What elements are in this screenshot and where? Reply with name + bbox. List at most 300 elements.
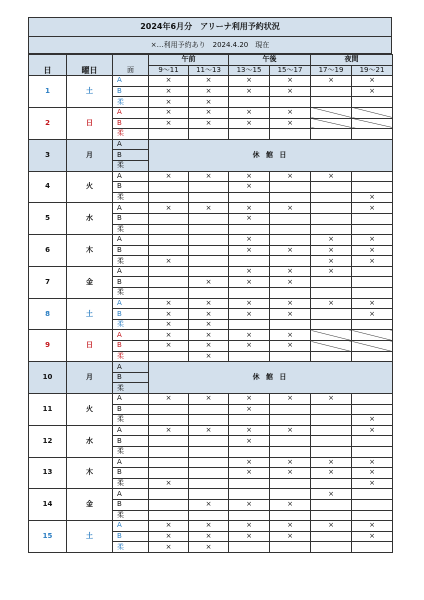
header-row-slots [29, 65, 393, 76]
area-label: B [113, 277, 149, 288]
reserved-mark: × [229, 203, 270, 214]
reserved-mark: × [270, 499, 311, 510]
empty-slot [149, 266, 189, 277]
area-label: A [113, 394, 149, 405]
reserved-mark: × [229, 499, 270, 510]
reserved-mark: × [149, 341, 189, 352]
empty-slot [311, 213, 352, 224]
reserved-mark: × [149, 531, 189, 542]
empty-slot [149, 129, 189, 140]
empty-slot [229, 288, 270, 299]
empty-slot [311, 192, 352, 203]
reserved-mark: × [149, 425, 189, 436]
empty-slot [189, 245, 229, 256]
day-number: 9 [29, 330, 67, 362]
reserved-mark: × [229, 171, 270, 182]
empty-slot [189, 129, 229, 140]
empty-slot [270, 415, 311, 426]
reserved-mark: × [229, 235, 270, 246]
empty-slot [352, 436, 393, 447]
empty-slot [311, 415, 352, 426]
empty-slot [149, 192, 189, 203]
empty-slot [270, 235, 311, 246]
reserved-mark: × [149, 394, 189, 405]
day-number: 6 [29, 235, 67, 267]
reserved-mark: × [311, 468, 352, 479]
day-number: 7 [29, 266, 67, 298]
day-number: 1 [29, 76, 67, 108]
reserved-mark: × [270, 341, 311, 352]
period-morning: 午前 [149, 55, 229, 66]
reserved-mark: × [311, 76, 352, 87]
empty-slot [270, 510, 311, 521]
empty-slot [189, 404, 229, 415]
empty-slot [189, 446, 229, 457]
empty-slot [149, 182, 189, 193]
reserved-mark: × [149, 203, 189, 214]
header-row-periods [29, 55, 393, 66]
reservation-body [29, 76, 393, 553]
page-subtitle: ×…利用予約あり 2024.4.20 現在 [29, 36, 391, 53]
area-label: 柔 [113, 542, 149, 553]
empty-slot [189, 288, 229, 299]
reserved-mark: × [352, 521, 393, 532]
empty-slot [149, 446, 189, 457]
day-number: 14 [29, 489, 67, 521]
table-row [29, 457, 393, 468]
reserved-mark: × [270, 330, 311, 341]
weekday: 土 [67, 521, 113, 553]
empty-slot [270, 446, 311, 457]
unavailable-slot [311, 330, 352, 341]
area-label: A [113, 457, 149, 468]
table-row [29, 394, 393, 405]
reserved-mark: × [352, 531, 393, 542]
table-row [29, 521, 393, 532]
empty-slot [229, 192, 270, 203]
table-row [29, 489, 393, 500]
empty-slot [149, 277, 189, 288]
empty-slot [189, 256, 229, 267]
area-label: 柔 [113, 129, 149, 140]
header-weekday: 曜日 [67, 65, 113, 76]
day-number: 8 [29, 298, 67, 330]
reserved-mark: × [352, 256, 393, 267]
empty-slot [149, 224, 189, 235]
reserved-mark: × [352, 203, 393, 214]
empty-slot [229, 224, 270, 235]
empty-slot [149, 499, 189, 510]
empty-slot [270, 192, 311, 203]
empty-slot [311, 129, 352, 140]
reserved-mark: × [229, 107, 270, 118]
day-number: 11 [29, 394, 67, 426]
area-label: B [113, 436, 149, 447]
empty-slot [189, 489, 229, 500]
reserved-mark: × [229, 245, 270, 256]
empty-slot [189, 510, 229, 521]
empty-slot [311, 97, 352, 108]
empty-slot [311, 510, 352, 521]
table-row [29, 266, 393, 277]
reserved-mark: × [270, 171, 311, 182]
empty-slot [311, 182, 352, 193]
header-area: 面 [113, 65, 149, 76]
area-label: 柔 [113, 319, 149, 330]
empty-slot [311, 531, 352, 542]
reserved-mark: × [311, 489, 352, 500]
reserved-mark: × [352, 235, 393, 246]
weekday: 土 [67, 298, 113, 330]
area-label: 柔 [113, 224, 149, 235]
reserved-mark: × [149, 521, 189, 532]
empty-slot [189, 478, 229, 489]
table-row [29, 425, 393, 436]
reserved-mark: × [149, 309, 189, 320]
area-label: A [113, 298, 149, 309]
empty-slot [352, 182, 393, 193]
empty-slot [270, 489, 311, 500]
reserved-mark: × [352, 415, 393, 426]
reserved-mark: × [229, 457, 270, 468]
empty-slot [352, 499, 393, 510]
area-label: A [113, 266, 149, 277]
empty-slot [189, 436, 229, 447]
empty-slot [270, 319, 311, 330]
empty-slot [311, 446, 352, 457]
reserved-mark: × [311, 457, 352, 468]
weekday: 金 [67, 266, 113, 298]
empty-slot [149, 351, 189, 362]
reservation-table [28, 54, 393, 553]
reserved-mark: × [149, 256, 189, 267]
reserved-mark: × [352, 425, 393, 436]
period-afternoon: 午後 [229, 55, 311, 66]
reserved-mark: × [229, 266, 270, 277]
page-title: 2024年6月分 アリーナ利用予約状況 [29, 18, 391, 36]
reserved-mark: × [149, 118, 189, 129]
weekday: 月 [67, 362, 113, 394]
empty-slot [311, 425, 352, 436]
reserved-mark: × [189, 76, 229, 87]
area-label: A [113, 362, 149, 373]
empty-slot [149, 288, 189, 299]
table-row [29, 76, 393, 87]
empty-slot [229, 542, 270, 553]
empty-slot [229, 351, 270, 362]
area-label: A [113, 107, 149, 118]
empty-slot [189, 192, 229, 203]
area-label: A [113, 330, 149, 341]
reserved-mark: × [229, 404, 270, 415]
empty-slot [189, 224, 229, 235]
empty-slot [270, 478, 311, 489]
empty-slot [311, 478, 352, 489]
area-label: A [113, 203, 149, 214]
table-row [29, 203, 393, 214]
weekday: 水 [67, 425, 113, 457]
table-row [29, 330, 393, 341]
reserved-mark: × [229, 330, 270, 341]
reserved-mark: × [189, 531, 229, 542]
reserved-mark: × [149, 171, 189, 182]
empty-slot [149, 245, 189, 256]
area-label: B [113, 150, 149, 161]
reserved-mark: × [189, 521, 229, 532]
area-label: B [113, 309, 149, 320]
weekday: 火 [67, 394, 113, 426]
reserved-mark: × [189, 171, 229, 182]
reserved-mark: × [270, 277, 311, 288]
table-row [29, 298, 393, 309]
weekday: 水 [67, 203, 113, 235]
reserved-mark: × [189, 277, 229, 288]
area-label: 柔 [113, 478, 149, 489]
empty-slot [352, 97, 393, 108]
reserved-mark: × [311, 245, 352, 256]
reserved-mark: × [352, 76, 393, 87]
empty-slot [311, 542, 352, 553]
empty-slot [352, 277, 393, 288]
reserved-mark: × [311, 394, 352, 405]
slot-header: 15～17 [270, 65, 311, 76]
reserved-mark: × [270, 298, 311, 309]
empty-slot [352, 288, 393, 299]
empty-slot [149, 468, 189, 479]
empty-slot [229, 319, 270, 330]
empty-slot [229, 478, 270, 489]
table-row [29, 171, 393, 182]
empty-slot [352, 266, 393, 277]
reserved-mark: × [229, 425, 270, 436]
reserved-mark: × [189, 118, 229, 129]
reserved-mark: × [149, 107, 189, 118]
empty-slot [270, 351, 311, 362]
reserved-mark: × [189, 394, 229, 405]
day-number: 5 [29, 203, 67, 235]
empty-slot [311, 224, 352, 235]
closed-day-label: 休 館 日 [149, 362, 393, 394]
area-label: A [113, 235, 149, 246]
empty-slot [149, 404, 189, 415]
table-row [29, 139, 393, 150]
area-label: 柔 [113, 97, 149, 108]
reserved-mark: × [311, 235, 352, 246]
empty-slot [189, 266, 229, 277]
slot-header: 17～19 [311, 65, 352, 76]
reserved-mark: × [149, 298, 189, 309]
empty-slot [311, 277, 352, 288]
reserved-mark: × [189, 425, 229, 436]
empty-slot [149, 213, 189, 224]
reserved-mark: × [311, 521, 352, 532]
empty-slot [149, 457, 189, 468]
closed-day-label: 休 館 日 [149, 139, 393, 171]
empty-slot [352, 213, 393, 224]
empty-slot [352, 224, 393, 235]
reserved-mark: × [311, 298, 352, 309]
reserved-mark: × [311, 256, 352, 267]
reserved-mark: × [270, 266, 311, 277]
header-day: 日 [29, 65, 67, 76]
area-label: A [113, 489, 149, 500]
reserved-mark: × [149, 76, 189, 87]
unavailable-slot [311, 118, 352, 129]
empty-slot [352, 446, 393, 457]
area-label: 柔 [113, 256, 149, 267]
reserved-mark: × [189, 319, 229, 330]
empty-slot [229, 510, 270, 521]
unavailable-slot [352, 118, 393, 129]
area-label: B [113, 468, 149, 479]
unavailable-slot [352, 341, 393, 352]
area-label: 柔 [113, 351, 149, 362]
day-number: 12 [29, 425, 67, 457]
slot-header: 13～15 [229, 65, 270, 76]
empty-slot [311, 319, 352, 330]
reserved-mark: × [189, 97, 229, 108]
reserved-mark: × [352, 192, 393, 203]
reserved-mark: × [270, 309, 311, 320]
area-label: B [113, 213, 149, 224]
reserved-mark: × [149, 542, 189, 553]
empty-slot [352, 489, 393, 500]
reserved-mark: × [352, 298, 393, 309]
area-label: B [113, 245, 149, 256]
weekday: 日 [67, 330, 113, 362]
reserved-mark: × [189, 542, 229, 553]
empty-slot [270, 436, 311, 447]
area-label: A [113, 425, 149, 436]
empty-slot [270, 129, 311, 140]
empty-slot [229, 129, 270, 140]
empty-slot [270, 542, 311, 553]
period-night: 夜間 [311, 55, 393, 66]
empty-slot [311, 86, 352, 97]
reserved-mark: × [270, 457, 311, 468]
reserved-mark: × [352, 478, 393, 489]
empty-slot [270, 97, 311, 108]
empty-slot [352, 351, 393, 362]
reserved-mark: × [229, 277, 270, 288]
reserved-mark: × [229, 341, 270, 352]
unavailable-slot [311, 107, 352, 118]
empty-slot [270, 213, 311, 224]
reserved-mark: × [270, 76, 311, 87]
empty-slot [149, 235, 189, 246]
area-label: 柔 [113, 446, 149, 457]
weekday: 月 [67, 139, 113, 171]
empty-slot [352, 129, 393, 140]
empty-slot [270, 288, 311, 299]
empty-slot [270, 224, 311, 235]
reserved-mark: × [189, 351, 229, 362]
area-label: A [113, 521, 149, 532]
area-label: B [113, 531, 149, 542]
empty-slot [270, 182, 311, 193]
area-label: 柔 [113, 160, 149, 171]
reserved-mark: × [352, 245, 393, 256]
weekday: 木 [67, 235, 113, 267]
reservation-sheet [28, 17, 392, 553]
title-box [28, 17, 392, 54]
empty-slot [311, 404, 352, 415]
area-label: B [113, 118, 149, 129]
slot-header: 19～21 [352, 65, 393, 76]
area-label: B [113, 341, 149, 352]
empty-slot [189, 468, 229, 479]
empty-slot [352, 319, 393, 330]
reserved-mark: × [229, 86, 270, 97]
day-number: 2 [29, 107, 67, 139]
day-number: 15 [29, 521, 67, 553]
empty-slot [189, 457, 229, 468]
weekday: 金 [67, 489, 113, 521]
reserved-mark: × [270, 521, 311, 532]
reserved-mark: × [189, 341, 229, 352]
area-label: B [113, 404, 149, 415]
unavailable-slot [352, 330, 393, 341]
reserved-mark: × [229, 436, 270, 447]
reserved-mark: × [229, 309, 270, 320]
empty-slot [229, 489, 270, 500]
area-label: B [113, 86, 149, 97]
area-label: 柔 [113, 288, 149, 299]
reserved-mark: × [352, 468, 393, 479]
empty-slot [229, 97, 270, 108]
empty-slot [189, 182, 229, 193]
reserved-mark: × [229, 118, 270, 129]
weekday: 土 [67, 76, 113, 108]
slot-header: 9～11 [149, 65, 189, 76]
area-label: 柔 [113, 192, 149, 203]
reserved-mark: × [352, 309, 393, 320]
empty-slot [270, 404, 311, 415]
empty-slot [311, 309, 352, 320]
area-label: 柔 [113, 383, 149, 394]
reserved-mark: × [189, 499, 229, 510]
empty-slot [149, 415, 189, 426]
reserved-mark: × [270, 531, 311, 542]
area-label: A [113, 76, 149, 87]
area-label: 柔 [113, 415, 149, 426]
reserved-mark: × [149, 478, 189, 489]
reserved-mark: × [189, 86, 229, 97]
reserved-mark: × [149, 319, 189, 330]
reserved-mark: × [229, 76, 270, 87]
empty-slot [352, 394, 393, 405]
empty-slot [311, 351, 352, 362]
empty-slot [229, 415, 270, 426]
unavailable-slot [311, 341, 352, 352]
reserved-mark: × [149, 97, 189, 108]
reserved-mark: × [229, 531, 270, 542]
table-row [29, 362, 393, 373]
reserved-mark: × [229, 468, 270, 479]
reserved-mark: × [229, 521, 270, 532]
day-number: 4 [29, 171, 67, 203]
reserved-mark: × [189, 330, 229, 341]
reserved-mark: × [270, 245, 311, 256]
reserved-mark: × [270, 468, 311, 479]
reserved-mark: × [270, 425, 311, 436]
reserved-mark: × [149, 86, 189, 97]
day-number: 10 [29, 362, 67, 394]
reserved-mark: × [270, 86, 311, 97]
reserved-mark: × [352, 457, 393, 468]
empty-slot [229, 446, 270, 457]
area-label: B [113, 372, 149, 383]
